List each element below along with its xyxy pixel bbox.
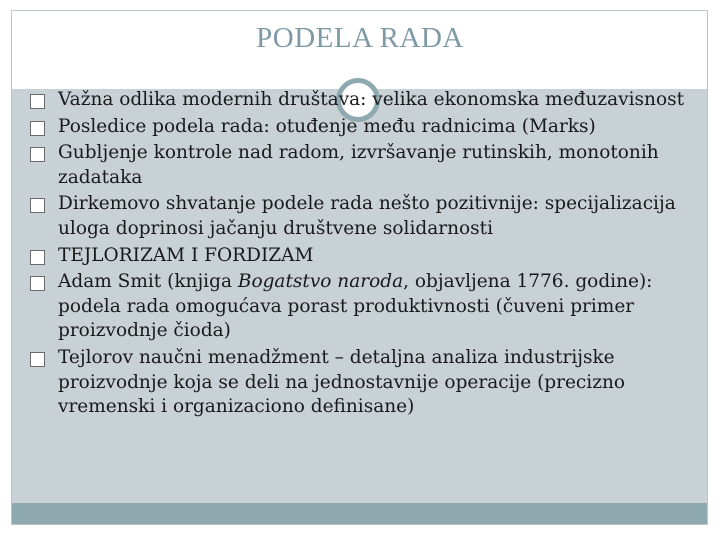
checkbox-bullet-icon bbox=[30, 147, 45, 162]
bullet-text: Dirkemovo shvatanje podele rada nešto pozitivnije: specijalizacija uloga doprinosi jačanju društvene solidarnosti bbox=[58, 193, 676, 239]
bullet-item bbox=[28, 270, 698, 344]
bullet-item bbox=[28, 88, 698, 113]
bullet-item bbox=[28, 244, 698, 269]
bullet-text: Tejlorov naučni menadžment – detaljna analiza industrijske proizvodnje koja se deli na jednostavnije operacije (precizno vremenski i organizaciono definisane) bbox=[58, 346, 626, 418]
bullet-item bbox=[28, 141, 698, 190]
checkbox-bullet-icon bbox=[30, 250, 45, 265]
slide-title: PODELA RADA bbox=[256, 22, 464, 54]
checkbox-bullet-icon bbox=[30, 276, 45, 291]
checkbox-bullet-icon bbox=[30, 198, 45, 213]
checkbox-bullet-icon bbox=[30, 121, 45, 136]
bullet-text: Posledice podela rada: otuđenje među radnicima (Marks) bbox=[58, 115, 596, 137]
checkbox-bullet-icon bbox=[30, 352, 45, 367]
bullet-item bbox=[28, 346, 698, 420]
bullet-text: Važna odlika modernih društava: velika ekonomska međuzavisnost bbox=[58, 89, 685, 110]
bullet-list bbox=[28, 88, 698, 422]
bullet-text-pre: Adam Smit (knjiga bbox=[58, 271, 238, 293]
checkbox-bullet-icon bbox=[30, 94, 45, 109]
bullet-text: TEJLORIZAM I FORDIZAM bbox=[58, 244, 314, 266]
bullet-text-post: , objavljena 1776. godine): podela rada omogućava porast produktivnosti (čuveni primer proizvodnje čioda) bbox=[58, 271, 653, 342]
book-title: Bogatstvo naroda bbox=[237, 271, 404, 293]
bullet-item bbox=[28, 115, 698, 140]
bullet-item bbox=[28, 192, 698, 241]
bullet-text: Gubljenje kontrole nad radom, izvršavanje rutinskih, monotonih zadataka bbox=[58, 142, 659, 188]
